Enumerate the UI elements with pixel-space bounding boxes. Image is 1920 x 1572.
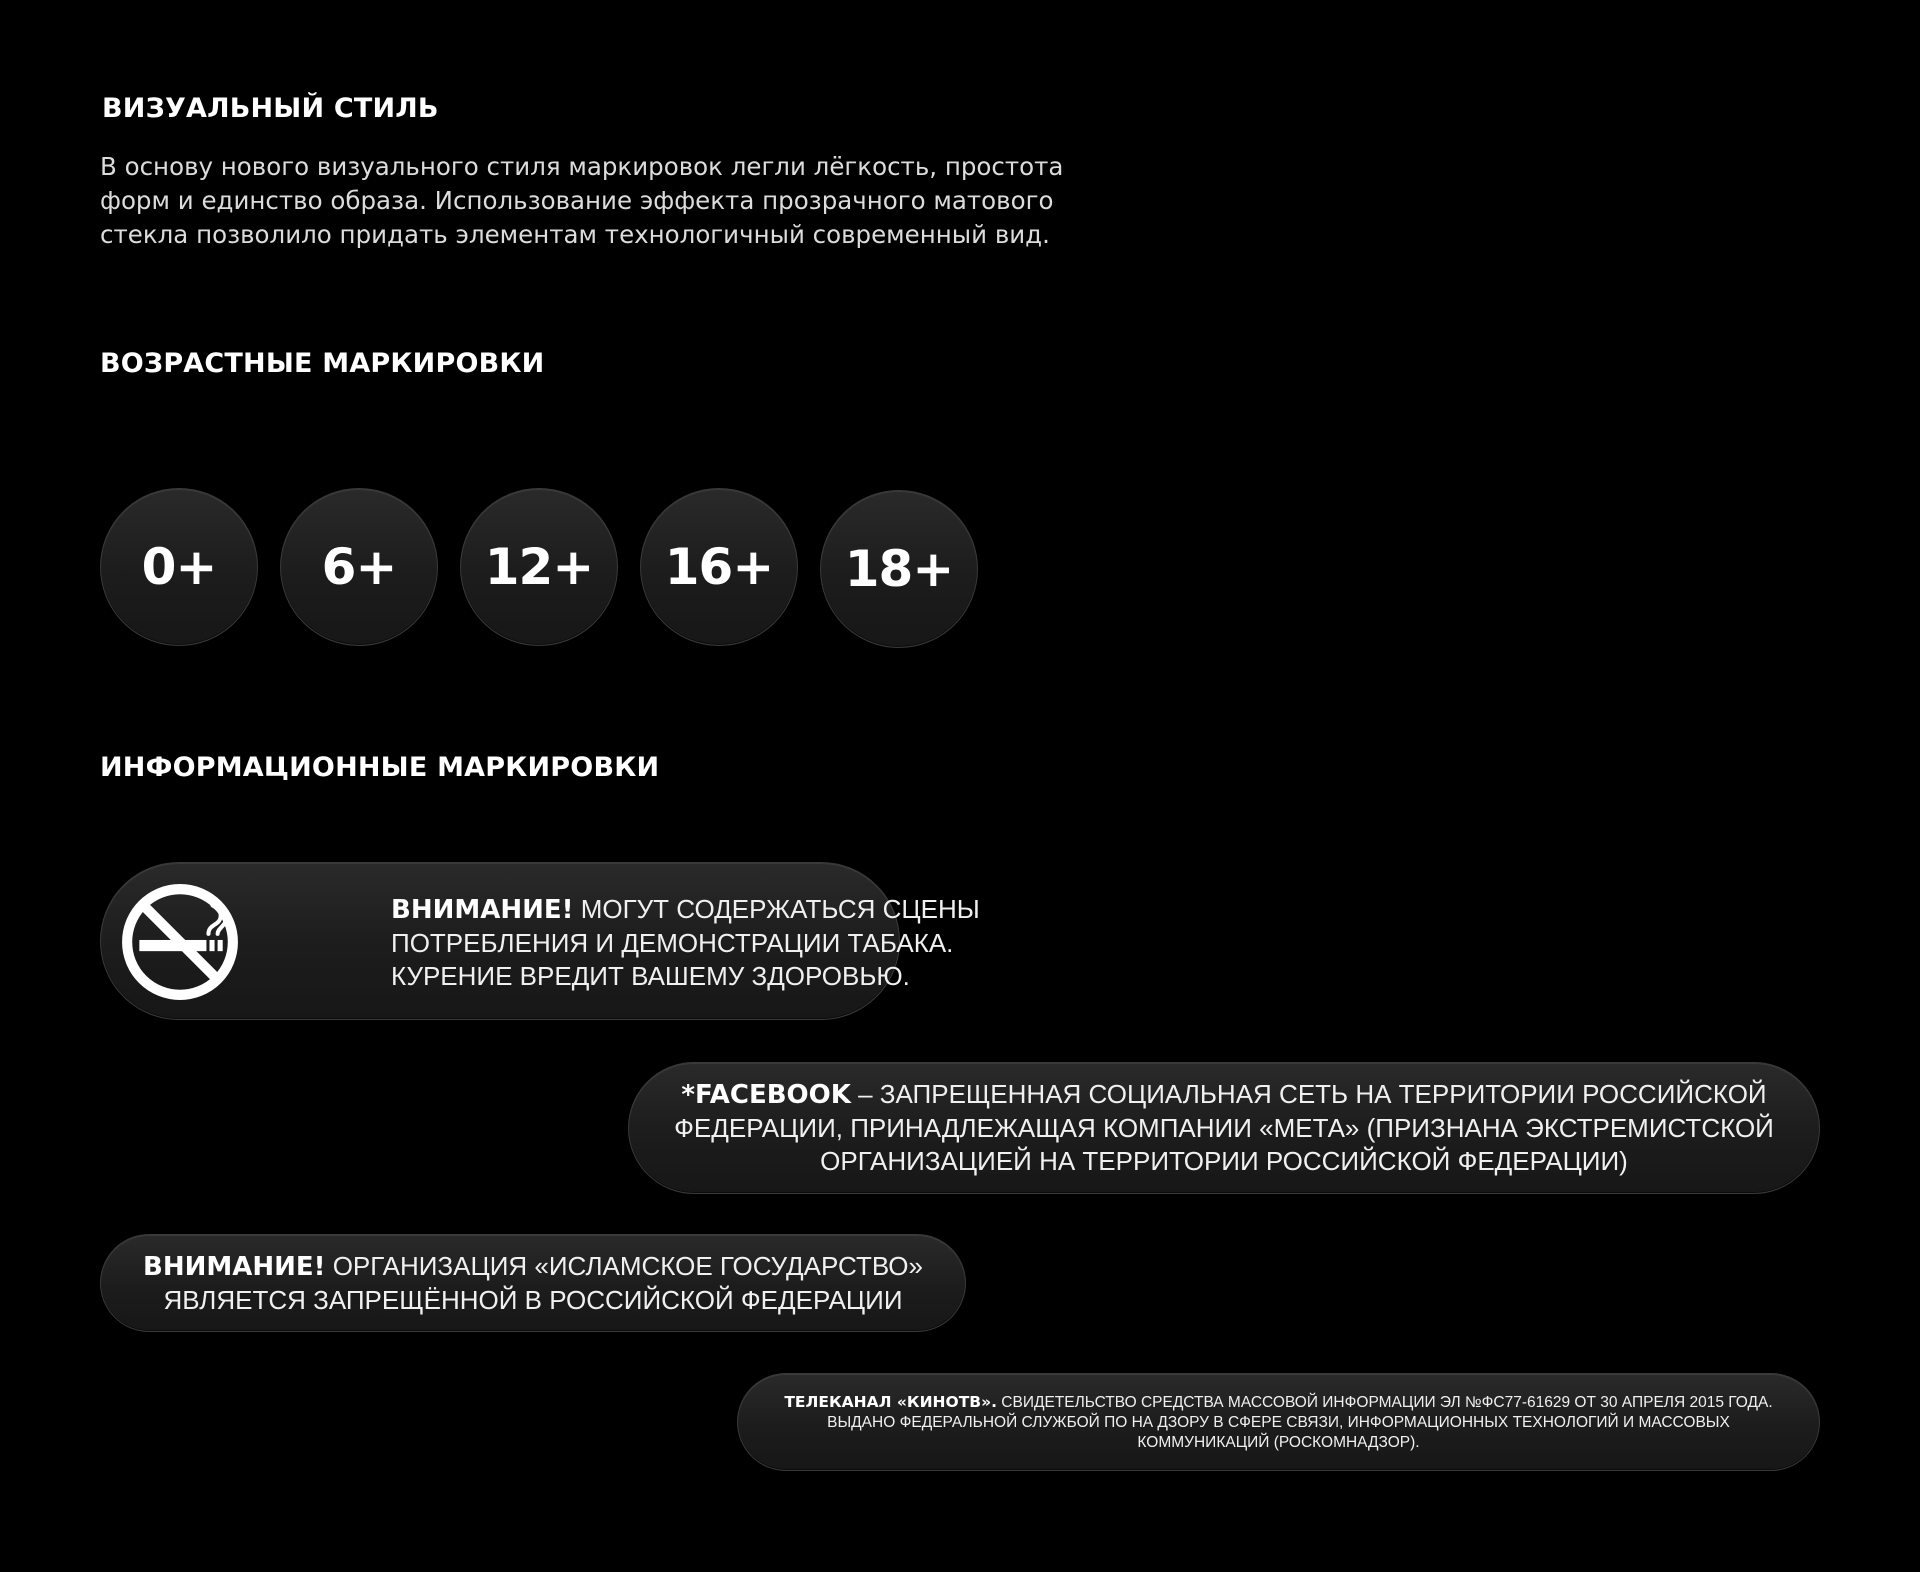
media-license-label xyxy=(737,1373,1820,1471)
visual-style-heading: ВИЗУАЛЬНЫЙ СТИЛЬ xyxy=(102,93,439,124)
text-line: ПОТРЕБЛЕНИЯ И ДЕМОНСТРАЦИИ ТАБАКА. xyxy=(391,928,954,958)
age-badge-label: 18+ xyxy=(844,540,954,598)
text-line xyxy=(784,1392,1772,1413)
age-badge-label: 0+ xyxy=(141,538,217,596)
notice-text: ОРГАНИЗАЦИЯ «ИСЛАМСКОЕ ГОСУДАРСТВО» xyxy=(325,1250,923,1281)
notice-emphasis: ВНИМАНИЕ! xyxy=(143,1251,326,1282)
banned-organization-label xyxy=(100,1234,966,1332)
age-badge-0 xyxy=(100,488,258,646)
text-line xyxy=(674,1078,1774,1112)
banned-organization-text xyxy=(143,1250,923,1317)
facebook-notice-label xyxy=(628,1062,1820,1194)
text-line: ЯВЛЯЕТСЯ ЗАПРЕЩЁННОЙ В РОССИЙСКОЙ ФЕДЕРАЦИИ xyxy=(163,1284,903,1315)
notice-text: – ЗАПРЕЩЕННАЯ СОЦИАЛЬНАЯ СЕТЬ НА ТЕРРИТОРИИ РОССИЙСКОЙ xyxy=(850,1079,1767,1109)
warning-text: МОГУТ СОДЕРЖАТЬСЯ СЦЕНЫ xyxy=(573,894,980,924)
license-text: СВИДЕТЕЛЬСТВО СРЕДСТВА МАССОВОЙ ИНФОРМАЦИИ ЭЛ №ФС77-61629 ОТ 30 АПРЕЛЯ 2015 ГОДА. xyxy=(996,1393,1773,1411)
text-line: ОРГАНИЗАЦИЕЙ НА ТЕРРИТОРИИ РОССИЙСКОЙ ФЕДЕРАЦИИ) xyxy=(820,1146,1628,1176)
age-badge-6 xyxy=(280,488,438,646)
warning-emphasis: ВНИМАНИЕ! xyxy=(391,895,574,925)
age-badge-label: 6+ xyxy=(321,538,397,596)
description-line: форм и единство образа. Использование эффекта прозрачного матового xyxy=(100,186,1054,215)
description-line: стекла позволило придать элементам технологичный современный вид. xyxy=(100,220,1050,249)
notice-emphasis: *FACEBOOK xyxy=(681,1080,851,1110)
description-line: В основу нового визуального стиля маркировок легли лёгкость, простота xyxy=(100,152,1064,181)
age-badge-label: 16+ xyxy=(664,538,774,596)
age-badge-label: 12+ xyxy=(484,538,594,596)
age-ratings-heading: ВОЗРАСТНЫЕ МАРКИРОВКИ xyxy=(100,348,545,379)
visual-style-description xyxy=(100,150,1100,252)
text-line xyxy=(391,893,980,927)
age-badge-18 xyxy=(820,490,978,648)
text-line: КОММУНИКАЦИЙ (РОСКОМНАДЗОР). xyxy=(1137,1433,1420,1451)
tobacco-warning-text xyxy=(391,893,980,993)
age-badge-12 xyxy=(460,488,618,646)
channel-name: ТЕЛЕКАНАЛ «КИНОТВ». xyxy=(784,1392,997,1411)
tobacco-warning-label xyxy=(100,862,980,1020)
age-badge-16 xyxy=(640,488,798,646)
no-smoking-icon xyxy=(119,881,241,1003)
text-line: ФЕДЕРАЦИИ, ПРИНАДЛЕЖАЩАЯ КОМПАНИИ «МЕТА» (ПРИЗНАНА ЭКСТРЕМИСТСКОЙ xyxy=(674,1113,1774,1143)
info-labels-heading: ИНФОРМАЦИОННЫЕ МАРКИРОВКИ xyxy=(100,752,660,783)
text-line: ВЫДАНО ФЕДЕРАЛЬНОЙ СЛУЖБОЙ ПО НА ДЗОРУ В СФЕРЕ СВЯЗИ, ИНФОРМАЦИОННЫХ ТЕХНОЛОГИЙ И МАССОВЫХ xyxy=(827,1413,1730,1431)
text-line: КУРЕНИЕ ВРЕДИТ ВАШЕМУ ЗДОРОВЬЮ. xyxy=(391,961,910,991)
facebook-notice-text xyxy=(674,1078,1774,1178)
media-license-text xyxy=(784,1392,1772,1453)
text-line xyxy=(143,1250,923,1284)
